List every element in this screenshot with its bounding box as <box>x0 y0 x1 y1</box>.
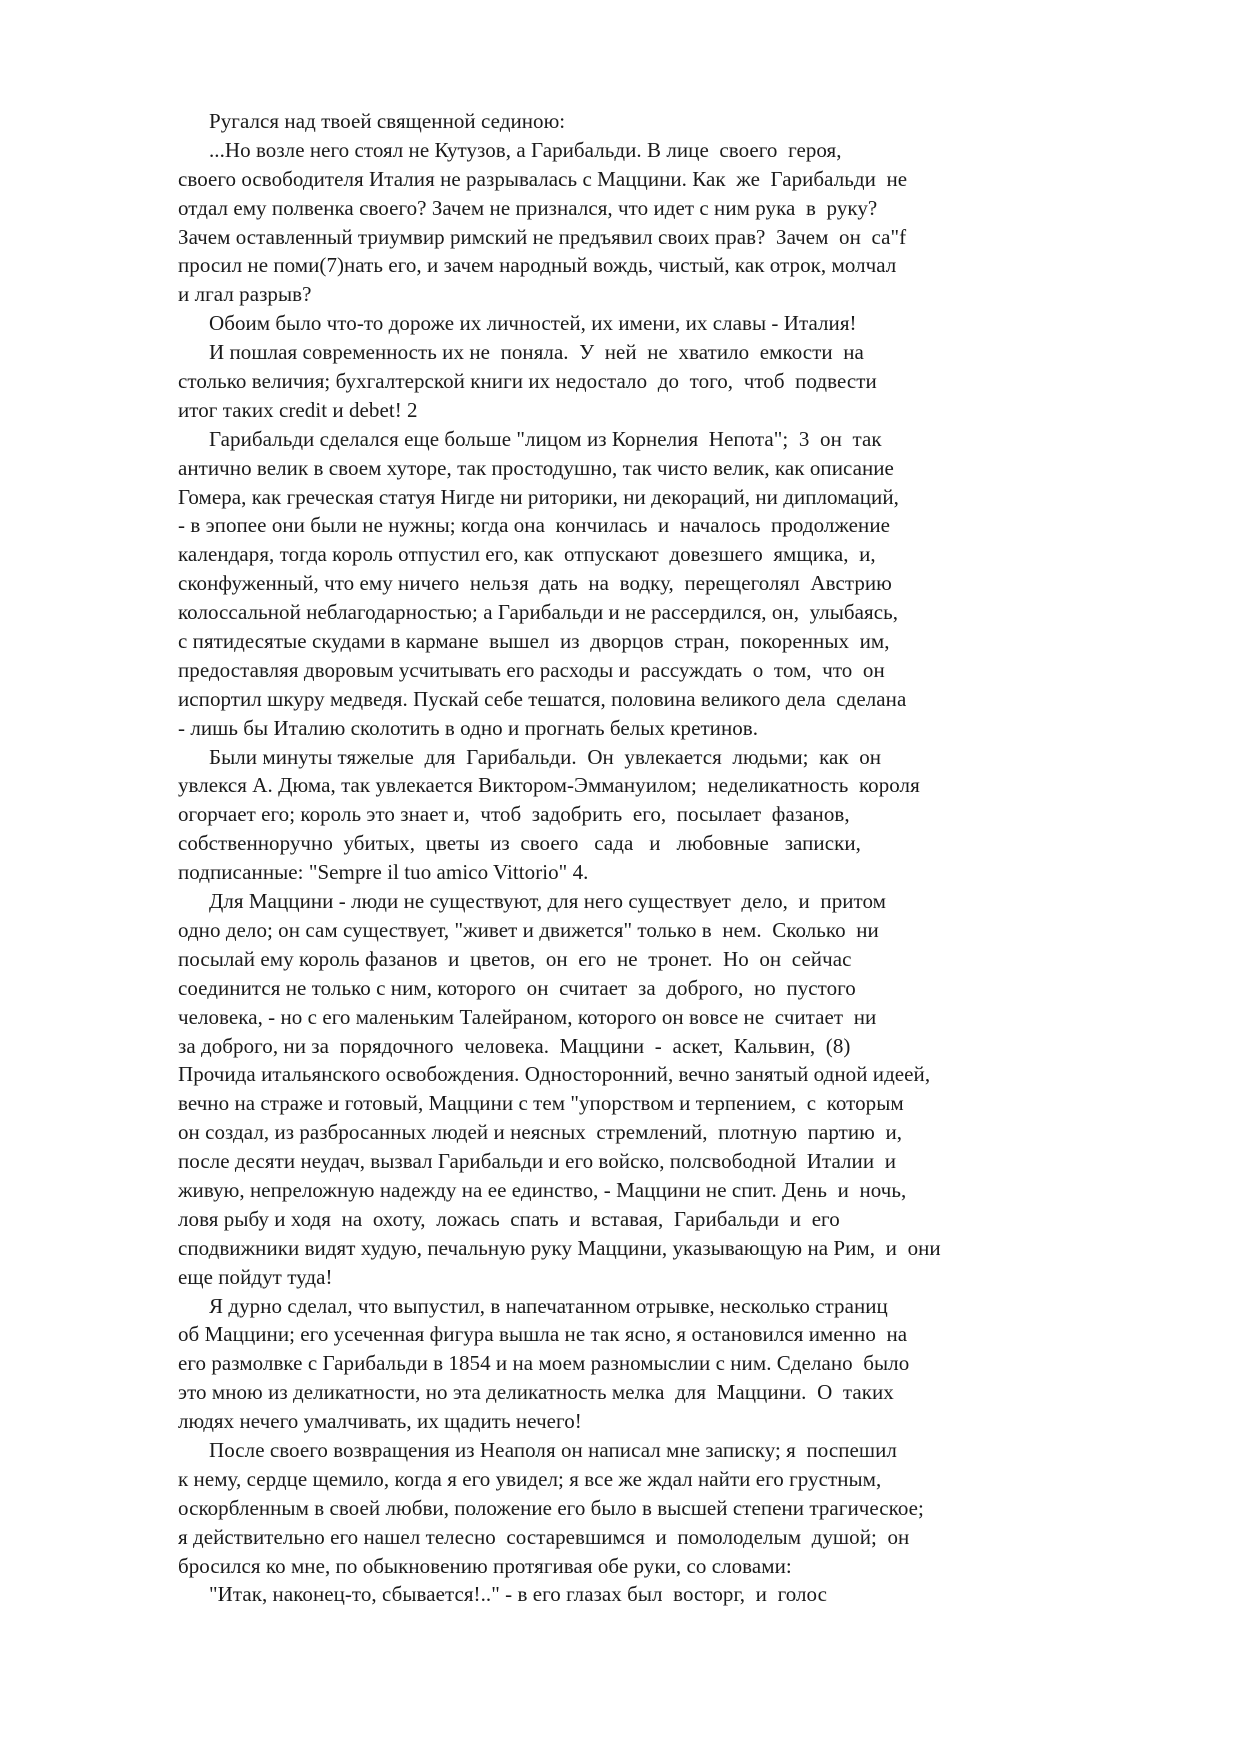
text-line: бросился ко мне, по обыкновению протягивая обе руки, со словами: <box>178 1553 792 1578</box>
text-line: Были минуты тяжелые для Гарибальди. Он увлекается людьми; как он <box>209 744 882 769</box>
document-body-text <box>178 107 1098 1609</box>
text-line: я действительно его нашел телесно состаревшимся и помолоделым душой; он <box>178 1524 910 1549</box>
text-line: об Маццини; его усеченная фигура вышла не так ясно, я остановился именно на <box>178 1322 908 1347</box>
text-line: Зачем оставленный триумвир римский не предъявил своих прав? Зачем он са"f <box>178 224 907 249</box>
text-line: предоставляя дворовым усчитывать его расходы и рассуждать о том, что он <box>178 657 885 682</box>
text-line: к нему, сердце щемило, когда я его увидел; я все же ждал найти его грустным, <box>178 1466 882 1491</box>
text-line: Ругался над твоей священной сединою: <box>209 109 566 133</box>
text-line: итог таких credit и debet! 2 <box>178 397 418 422</box>
text-line: собственноручно убитых, цветы из своего сада и любовные записки, <box>178 831 861 856</box>
text-line: После своего возвращения из Неаполя он написал мне записку; я поспешил <box>209 1437 897 1462</box>
text-line: посылай ему король фазанов и цветов, он его не тронет. Но он сейчас <box>178 946 852 971</box>
text-line: увлекся А. Дюма, так увлекается Виктором-Эммануилом; неделикатность короля <box>178 773 920 798</box>
text-line: антично велик в своем хуторе, так простодушно, так чисто велик, как описание <box>178 455 894 480</box>
text-line: просил не поми(7)нать его, и зачем народный вождь, чистый, как отрок, молчал <box>178 253 897 278</box>
text-line: подписанные: "Sempre il tuo amico Vittorio" 4. <box>178 860 589 885</box>
text-line: за доброго, ни за порядочного человека. Маццини - аскет, Кальвин, (8) <box>178 1033 851 1058</box>
text-line: - в эпопее они были не нужны; когда она кончилась и началось продолжение <box>178 513 890 538</box>
text-line: ловя рыбу и ходя на охоту, ложась спать и вставая, Гарибальди и его <box>178 1206 840 1231</box>
text-line: испортил шкуру медведя. Пускай себе тешатся, половина великого дела сделана <box>178 686 907 711</box>
text-line: - лишь бы Италию сколотить в одно и прогнать белых кретинов. <box>178 715 759 740</box>
text-line: соединится не только с ним, которого он считает за доброго, но пустого <box>178 975 856 1000</box>
text-line: он создал, из разбросанных людей и неясных стремлений, плотную партию и, <box>178 1120 903 1145</box>
text-line: календаря, тогда король отпустил его, как отпускают довезшего ямщика, и, <box>178 542 876 567</box>
text-line: Гомера, как греческая статуя Нигде ни риторики, ни декораций, ни дипломаций, <box>178 484 899 509</box>
text-line: вечно на страже и готовый, Маццини с тем "упорством и терпением, с которым <box>178 1091 904 1116</box>
text-line: Прочида итальянского освобождения. Односторонний, вечно занятый одной идеей, <box>178 1062 931 1087</box>
text-line: сконфуженный, что ему ничего нельзя дать на водку, перещеголял Австрию <box>178 571 892 596</box>
text-line: своего освободителя Италия не разрывалась с Маццини. Как же Гарибальди не <box>178 166 908 191</box>
text-line: после десяти неудач, вызвал Гарибальди и его войско, полсвободной Италии и <box>178 1149 897 1174</box>
text-line: человека, - но с его маленьким Талейраном, которого он вовсе не считает ни <box>178 1004 877 1029</box>
text-line: Я дурно сделал, что выпустил, в напечатанном отрывке, несколько страниц <box>209 1293 888 1318</box>
text-line: ...Но возле него стоял не Кутузов, а Гарибальди. В лице своего героя, <box>209 137 842 162</box>
text-line: еще пойдут туда! <box>178 1264 333 1289</box>
text-line: это мною из деликатности, но эта деликатность мелка для Маццини. О таких <box>178 1380 894 1405</box>
text-line: Обоим было что-то дороже их личностей, их имени, их славы - Италия! <box>209 311 857 336</box>
text-line: И пошлая современность их не поняла. У ней не хватило емкости на <box>209 340 864 365</box>
text-line: одно дело; он сам существует, "живет и движется" только в нем. Сколько ни <box>178 917 879 942</box>
text-line: Гарибальди сделался еще больше "лицом из Корнелия Непота"; 3 он так <box>209 426 882 451</box>
text-line: людях нечего умалчивать, их щадить нечего! <box>178 1409 582 1434</box>
text-line: с пятидесятые скудами в кармане вышел из дворцов стран, покоренных им, <box>178 629 890 654</box>
text-line: его размолвке с Гарибальди в 1854 и на моем разномыслии с ним. Сделано было <box>178 1351 910 1376</box>
text-line: колоссальной неблагодарностью; а Гарибальди и не рассердился, он, улыбаясь, <box>178 600 899 625</box>
text-line: Для Маццини - люди не существуют, для него существует дело, и притом <box>209 889 886 914</box>
text-line: "Итак, наконец-то, сбывается!.." - в его глазах был восторг, и голос <box>209 1582 827 1607</box>
text-line: оскорбленным в своей любви, положение его было в высшей степени трагическое; <box>178 1495 924 1520</box>
text-line: живую, непреложную надежду на ее единство, - Маццини не спит. День и ночь, <box>178 1177 907 1202</box>
text-line: огорчает его; король это знает и, чтоб задобрить его, посылает фазанов, <box>178 802 850 827</box>
text-line: отдал ему полвенка своего? Зачем не признался, что идет с ним рука в руку? <box>178 195 878 220</box>
text-line: сподвижники видят худую, печальную руку Маццини, указывающую на Рим, и они <box>178 1235 941 1260</box>
text-line: столько величия; бухгалтерской книги их недостало до того, чтоб подвести <box>178 369 877 394</box>
text-line: и лгал разрыв? <box>178 282 312 307</box>
